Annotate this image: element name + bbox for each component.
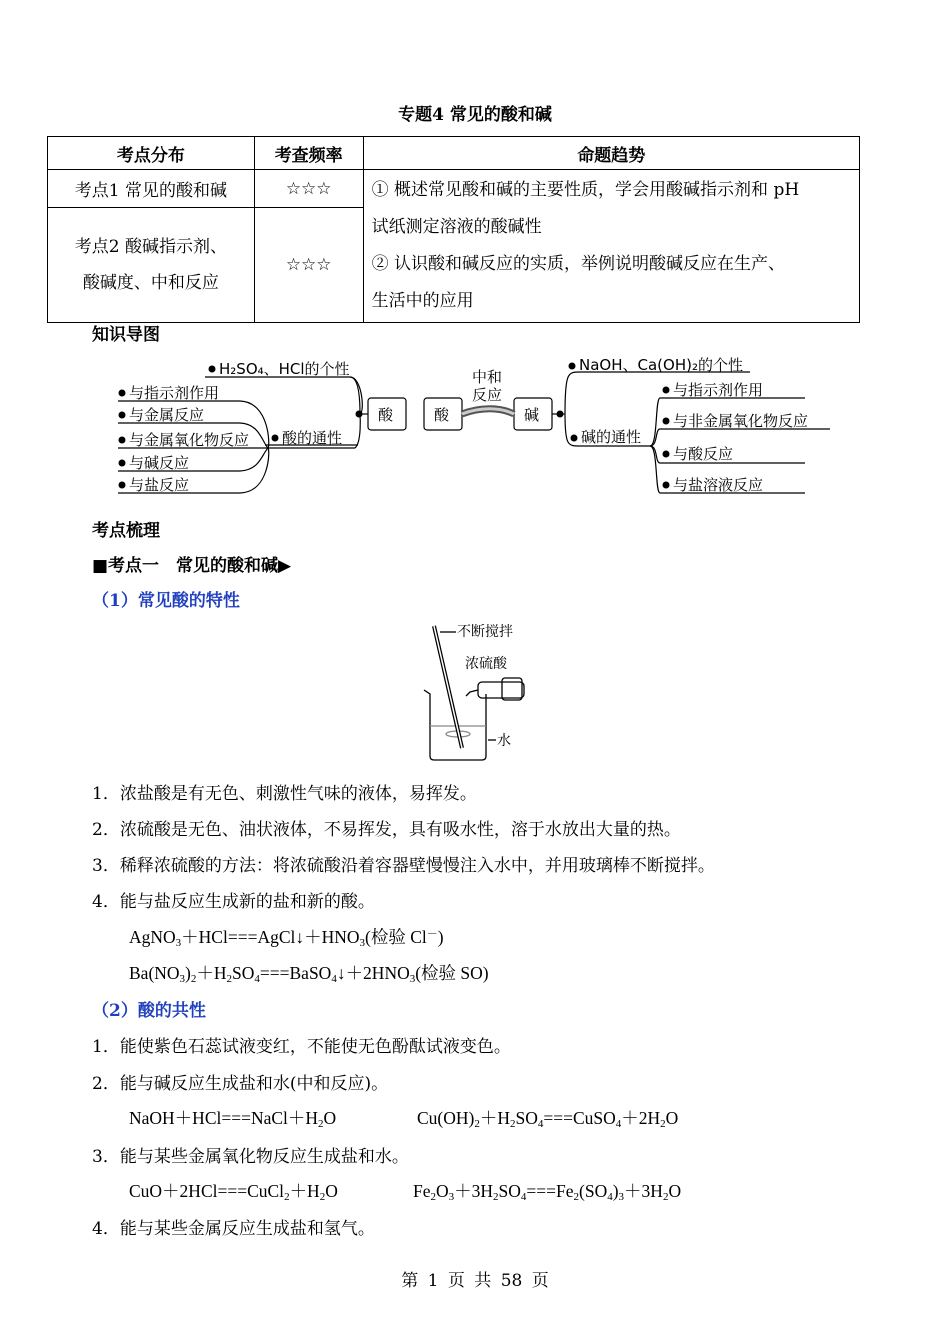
acid-branch: 与金属氧化物反应 xyxy=(129,431,250,449)
base-box-label: 碱 xyxy=(524,406,540,424)
list-item: 1．浓盐酸是有无色、刺激性气味的液体，易挥发。 xyxy=(92,784,477,804)
knowledge-mindmap xyxy=(110,352,830,500)
list-item: 1．能使紫色石蕊试液变红，不能使无色酚酞试液变色。 xyxy=(92,1037,511,1057)
base-branch: 与酸反应 xyxy=(673,445,734,463)
trend-line: ① 概述常见酸和碱的主要性质，学会用酸碱指示剂和 pH xyxy=(371,180,800,200)
equation: $Fe_2O_3+3H_2SO_4===Fe_2(SO_4)_3+3H_2O$ xyxy=(413,1181,682,1203)
table-header: 考点分布 xyxy=(48,137,255,170)
table-cell-topic: 考点1 常见的酸和碱 xyxy=(48,170,255,208)
equation: $Ba(NO_3)_2+H_2SO_4===BaSO_4↓+2HNO_3$(检验 SO) xyxy=(129,963,489,985)
trend-line: 生活中的应用 xyxy=(371,291,474,311)
acid-box-label: 酸 xyxy=(434,406,450,424)
acid-branch: 与碱反应 xyxy=(129,454,190,472)
acid-branch: 与金属反应 xyxy=(129,406,205,424)
equation: $CuO+2HCl===CuCl_2+H_2O$ xyxy=(129,1181,338,1203)
table-cell-frequency: ☆☆☆ xyxy=(254,170,363,208)
equation: $AgNO_3+HCl===AgCl↓+HNO_3$(检验 Cl－) xyxy=(129,927,444,949)
table-cell-trend xyxy=(363,170,859,323)
acid-box-label: 酸 xyxy=(378,406,394,424)
figure-label-acid: 浓硫酸 xyxy=(465,656,507,672)
page-footer: 第 1 页 共 58 页 xyxy=(401,1271,549,1291)
exam-overview-table xyxy=(47,136,860,323)
table-header-row xyxy=(48,137,860,170)
table-cell-frequency: ☆☆☆ xyxy=(254,208,363,323)
neutralization-label: 反应 xyxy=(472,386,503,404)
table-cell-topic: 考点2 酸碱指示剂、 酸碱度、中和反应 xyxy=(48,208,255,323)
acid-common-label: 酸的通性 xyxy=(282,429,343,447)
base-specific-label: NaOH、Ca(OH)₂的个性 xyxy=(579,356,743,374)
figure-label-water: 水 xyxy=(497,733,511,749)
figure-label-stir: 不断搅拌 xyxy=(457,624,513,640)
table-header: 命题趋势 xyxy=(363,137,859,170)
subsection-heading: （1）常见酸的特性 xyxy=(92,591,240,611)
trend-line: ② 认识酸和碱反应的实质，举例说明酸碱反应在生产、 xyxy=(371,254,786,274)
list-item: 4．能与某些金属反应生成盐和氢气。 xyxy=(92,1219,375,1239)
section-heading: 考点梳理 xyxy=(92,521,160,541)
point-heading: ■考点一 常见的酸和碱▶ xyxy=(92,556,292,576)
base-branch: 与非金属氧化物反应 xyxy=(673,412,809,430)
base-branch: 与指示剂作用 xyxy=(673,381,764,399)
acid-specific-label: H₂SO₄、HCl的个性 xyxy=(219,360,350,378)
base-common-label: 碱的通性 xyxy=(581,428,642,446)
table-row xyxy=(48,170,860,208)
subsection-heading: （2）酸的共性 xyxy=(92,1001,206,1021)
acid-branch: 与指示剂作用 xyxy=(129,384,220,402)
list-item: 3．稀释浓硫酸的方法：将浓硫酸沿着容器壁慢慢注入水中，并用玻璃棒不断搅拌。 xyxy=(92,856,715,876)
list-item: 2．浓硫酸是无色、油状液体，不易挥发，具有吸水性，溶于水放出大量的热。 xyxy=(92,820,681,840)
list-item: 4．能与盐反应生成新的盐和新的酸。 xyxy=(92,892,375,912)
list-item: 2．能与碱反应生成盐和水(中和反应)。 xyxy=(92,1074,389,1094)
table-header: 考查频率 xyxy=(254,137,363,170)
equation: $NaOH+HCl===NaCl+H_2O$ xyxy=(129,1108,337,1130)
mindmap-heading: 知识导图 xyxy=(92,325,160,345)
dilution-figure xyxy=(410,618,540,764)
list-item: 3．能与某些金属氧化物反应生成盐和水。 xyxy=(92,1147,409,1167)
equation: $Cu(OH)_2+H_2SO_4===CuSO_4+2H_2O$ xyxy=(417,1108,679,1130)
base-branch: 与盐溶液反应 xyxy=(673,476,764,494)
document-title: 专题4 常见的酸和碱 xyxy=(398,105,552,125)
trend-line: 试纸测定溶液的酸碱性 xyxy=(371,217,542,237)
acid-branch: 与盐反应 xyxy=(129,476,190,494)
neutralization-label: 中和 xyxy=(472,368,503,386)
